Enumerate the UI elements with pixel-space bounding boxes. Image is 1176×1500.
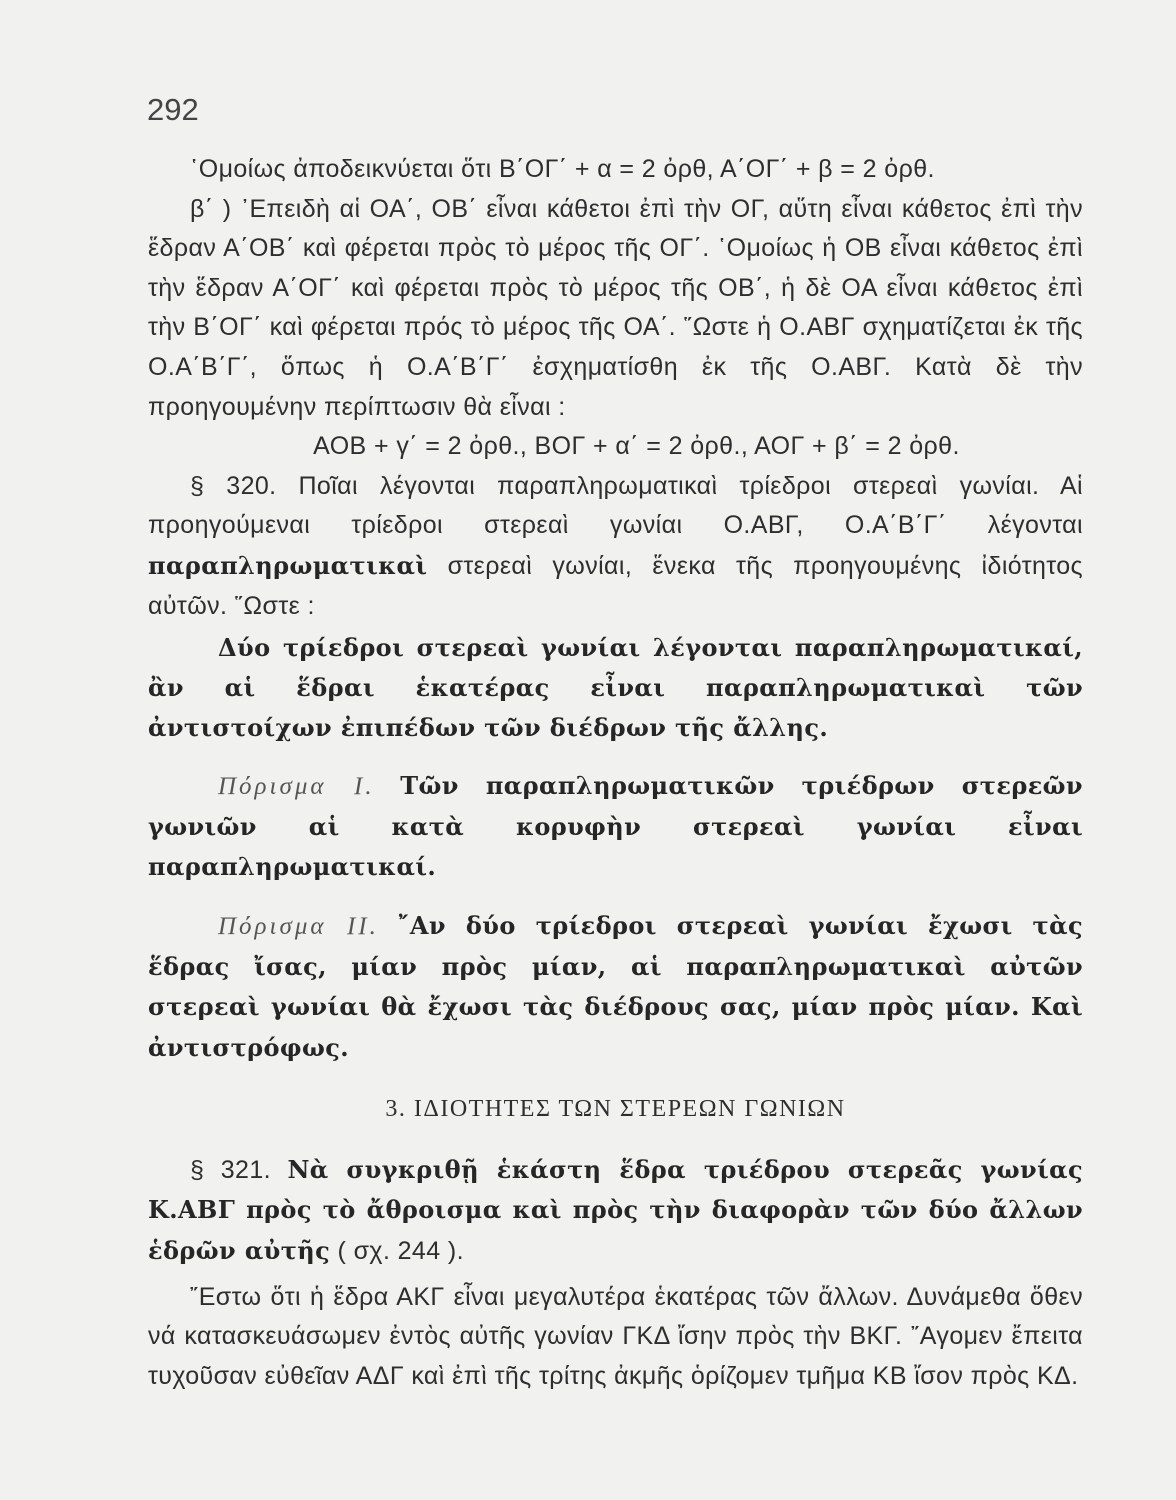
section-320-term: παραπληρωματικαὶ [148,550,428,580]
corollary-1-label: Πόρισμα Ι. [218,773,375,801]
page-number: 292 [147,92,199,127]
section-320-heading: § 320. Ποῖαι λέγονται παραπληρωματικαὶ τρίεδροι στερεαὶ γωνίαι. [190,471,1040,500]
corollary-2 [148,906,1083,1068]
section-320-body-end: στερεαὶ γωνίαι, ἕνεκα τῆς προηγουμένης ἰδιότητος αὐτῶν. ῞Ωστε : [148,551,1083,620]
paragraph-similarly: ῾Ομοίως ἀποδεικνύεται ὅτι Β΄ΟΓ΄ + α = 2 ὀρθ, Α΄ΟΓ΄ + β = 2 ὀρθ. [190,155,935,183]
section-title: 3. ΙΔΙΟΤΗΤΕΣ ΤΩΝ ΣΤΕΡΕΩΝ ΓΩΝΙΩΝ [385,1096,846,1123]
page-content [148,150,1083,1396]
section-321-body: ῎Εστω ὅτι ἡ ἕδρα ΑΚΓ εἶναι μεγαλυτέρα ἑκατέρας τῶν ἄλλων. Δυνάμεθα ὅθεν νά κατασκευάσωμεν ἐντὸς αὐτῆς γωνίαν ΓΚΔ ἴσην πρὸς τὴν ΒΚΓ. ῎Αγομεν ἔπειτα τυχοῦσαν εὐθεῖαν ΑΔΓ καὶ ἐπὶ τῆς τρίτης ἀκμῆς ὁρίζομεν τμῆμα ΚΒ ἴσον πρὸς ΚΔ. [148,1282,1083,1390]
section-320 [148,467,1083,626]
corollary-2-text: ῎Αν δύο τρίεδροι στερεαὶ γωνίαι ἔχωσι τὰς ἕδρας ἴσας, μίαν πρὸς μίαν, αἱ παραπληρωματικαὶ αὐτῶν στερεαὶ γωνίαι θὰ ἔχωσι τὰς διέδρους σας, μίαν πρὸς μίαν. Καὶ ἀντιστρόφως. [148,910,1083,1062]
corollary-2-label: Πόρισμα ΙΙ. [218,912,379,940]
formula-line: ΑΟΒ + γ΄ = 2 ὀρθ., ΒΟΓ + α΄ = 2 ὀρθ., ΑΟΓ + β΄ = 2 ὀρθ. [313,432,960,461]
definition-supplementary: Δύο τρίεδροι στερεαὶ γωνίαι λέγονται παραπληρωματικαί, ἂν αἱ ἕδραι ἑκατέρας εἶναι παραπληρωματικαὶ τῶν ἀντιστοίχων ἐπιπέδων τῶν διέδρων τῆς ἄλλης. [148,633,1083,743]
section-321 [148,1150,1083,1272]
corollary-1-text: Τῶν παραπληρωματικῶν τριέδρων στερεῶν γωνιῶν αἱ κατὰ κορυφὴν στερεαὶ γωνίαι εἶναι παραπληρωματικαί. [148,771,1083,882]
section-320-body: Αἱ προηγούμεναι τρίεδροι στερεαὶ γωνίαι Ο.ΑΒΓ, Ο.Α΄Β΄Γ΄ λέγονται [148,471,1083,540]
section-321-number: § 321. [190,1155,272,1184]
corollary-1 [148,766,1083,888]
section-321-heading: Νὰ συγκριθῇ ἑκάστη ἕδρα τριέδρου στερεᾶς γωνίας Κ.ΑΒΓ πρὸς τὸ ἄθροισμα καὶ πρὸς τὴν διαφορὰν τῶν δύο ἄλλων ἑδρῶν αὐτῆς [148,1154,1083,1266]
section-321-figure-ref: ( σχ. 244 ). [337,1237,464,1266]
paragraph-case-beta: β΄ ) ᾿Επειδὴ αἱ ΟΑ΄, ΟΒ΄ εἶναι κάθετοι ἐπὶ τὴν ΟΓ, αὕτη εἶναι κάθετος ἐπὶ τὴν ἕδραν Α΄ΟΒ΄ καὶ φέρεται πρὸς τὸ μέρος τῆς ΟΓ΄. ῾Ομοίως ἡ ΟΒ εἶναι κάθετος ἐπὶ τὴν ἕδραν Α΄ΟΓ΄ καὶ φέρεται πρὸς τὸ μέρος τῆς ΟΒ΄, ἡ δὲ ΟΑ εἶναι κάθετος ἐπὶ τὴν Β΄ΟΓ΄ καὶ φέρεται πρός τὸ μέρος τῆς ΟΑ΄. ῞Ωστε ἡ Ο.ΑΒΓ σχηματίζεται ἐκ τῆς Ο.Α΄Β΄Γ΄, ὅπως ἡ Ο.Α΄Β΄Γ΄ ἐσχηματίσθη ἐκ τῆς Ο.ΑΒΓ. Κατὰ δὲ τὴν προηγουμένην περίπτωσιν θὰ εἶναι : [148,194,1083,421]
